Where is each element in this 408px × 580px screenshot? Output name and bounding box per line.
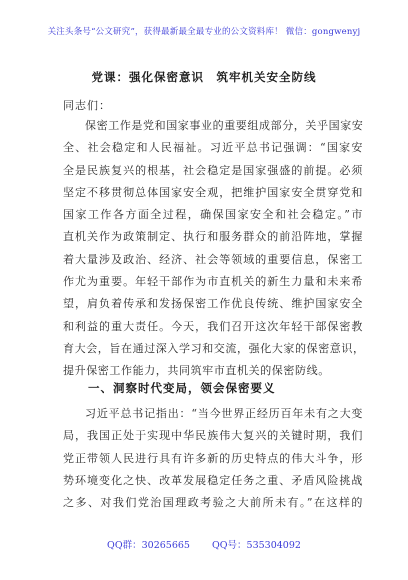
text-line: 和利益的重大责任。今天，我们召开这次年轻干部保密教 xyxy=(63,319,363,333)
text-line: 望，肩负着传承和发扬保密工作优良传统、维护国家安全 xyxy=(63,297,363,311)
text-line: 习近平总书记指出：“当今世界正经历百年未有之大变 xyxy=(85,407,363,420)
footer-contact xyxy=(0,537,408,551)
header-banner: 关注头条号“公文研究”，获得最新最全最专业的公文资料库！ 微信：gongwenyj xyxy=(47,27,361,37)
text-line: 全、社会稳定和人民福祉。习近平总书记强调：“国家安 xyxy=(63,141,363,155)
text-line: 提升保密工作能力，共同筑牢市直机关的保密防线。 xyxy=(63,364,330,378)
footer-qq: QQ号：535304092 xyxy=(211,540,301,551)
salutation: 同志们： xyxy=(63,99,111,112)
section-heading: 一、洞察时代变局，领会保密要义 xyxy=(88,381,276,395)
document-title: 党课：强化保密意识 筑牢机关安全防线 xyxy=(91,70,317,84)
text-line: 作尤为重要。年轻干部作为市直机关的新生力量和未来希 xyxy=(63,275,363,289)
text-line: 之多、对我们党治国理政考验之大前所未有。”在这样的 xyxy=(63,496,363,510)
text-line: 直机关作为政策制定、执行和服务群众的前沿阵地，掌握 xyxy=(63,230,363,244)
text-line: 国家工作各方面全过程，确保国家安全和社会稳定。”市 xyxy=(63,208,363,222)
footer-qq-group: QQ群：30265665 xyxy=(107,540,190,551)
paragraph-1 xyxy=(63,115,363,383)
text-line: 局，我国正处于实现中华民族伟大复兴的关键时期，我们 xyxy=(63,429,363,443)
text-line: 着大量涉及政治、经济、社会等领域的重要信息，保密工 xyxy=(63,252,363,266)
text-line: 党正带领人民进行具有许多新的历史特点的伟大斗争，形 xyxy=(63,451,363,465)
text-line: 势环境变化之快、改革发展稳定任务之重、矛盾风险挑战 xyxy=(63,473,363,487)
text-line: 坚定不移贯彻总体国家安全观，把维护国家安全贯穿党和 xyxy=(63,185,363,199)
paragraph-2 xyxy=(63,403,363,514)
text-line: 保密工作是党和国家事业的重要组成部分，关乎国家安 xyxy=(85,119,364,132)
text-line: 全是民族复兴的根基，社会稳定是国家强盛的前提。必须 xyxy=(63,163,363,177)
text-line: 育大会，旨在通过深入学习和交流，强化大家的保密意识， xyxy=(63,341,365,355)
